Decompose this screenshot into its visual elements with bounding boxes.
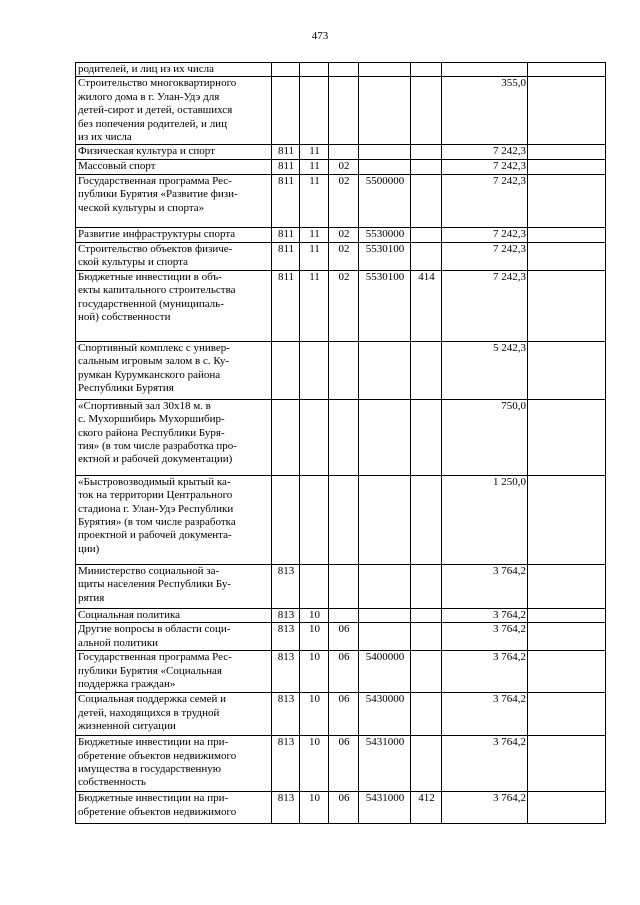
amount-cell: 7 242,3 [442,270,528,341]
amount-cell: 750,0 [442,399,528,475]
section-code-cell [300,564,329,608]
row-name-cell: Строительство объектов физиче- ской культуры и спорта [76,242,272,270]
target-item-code-cell: 5400000 [359,651,411,693]
expense-type-code-cell [411,693,442,736]
expense-type-code-cell: 414 [411,270,442,341]
amount-cell: 355,0 [442,77,528,145]
table-row [76,270,606,341]
subsection-code-cell: 06 [329,792,359,824]
row-name-cell: Бюджетные инвестиции в объ- екты капитального строительства государственной (муниципаль- ной) собственности [76,270,272,341]
empty-cell [528,399,606,475]
ministry-code-cell: 813 [272,623,300,651]
row-name-cell: Физическая культура и спорт [76,145,272,160]
ministry-code-cell: 811 [272,242,300,270]
amount-cell: 7 242,3 [442,160,528,174]
amount-cell: 7 242,3 [442,174,528,227]
table-row [76,736,606,792]
table-row [76,792,606,824]
target-item-code-cell: 5430000 [359,693,411,736]
subsection-code-cell [329,77,359,145]
expense-type-code-cell [411,227,442,242]
target-item-code-cell: 5431000 [359,792,411,824]
target-item-code-cell: 5530100 [359,242,411,270]
expense-type-code-cell: 412 [411,792,442,824]
table-row [76,623,606,651]
table-row [76,564,606,608]
amount-cell: 3 764,2 [442,564,528,608]
expense-type-code-cell [411,623,442,651]
budget-table [75,62,606,824]
row-name-cell: Государственная программа Рес- публики Бурятия «Развитие физи- ческой культуры и спорта» [76,174,272,227]
ministry-code-cell: 813 [272,608,300,622]
empty-cell [528,77,606,145]
subsection-code-cell [329,341,359,399]
section-code-cell [300,475,329,564]
section-code-cell: 11 [300,270,329,341]
section-code-cell: 11 [300,242,329,270]
section-code-cell [300,77,329,145]
row-name-cell: Государственная программа Рес- публики Бурятия «Социальная поддержка граждан» [76,651,272,693]
empty-cell [528,693,606,736]
subsection-code-cell: 02 [329,174,359,227]
table-row [76,63,606,77]
subsection-code-cell [329,564,359,608]
empty-cell [528,63,606,77]
target-item-code-cell [359,77,411,145]
row-name-cell: Строительство многоквартирного жилого дома в г. Улан-Удэ для детей-сирот и детей, оставшихся без попечения родителей, и лиц из их числа [76,77,272,145]
table-row [76,608,606,622]
target-item-code-cell: 5530100 [359,270,411,341]
empty-cell [528,174,606,227]
expense-type-code-cell [411,608,442,622]
ministry-code-cell: 813 [272,792,300,824]
table-row [76,227,606,242]
ministry-code-cell: 813 [272,651,300,693]
ministry-code-cell: 811 [272,174,300,227]
expense-type-code-cell [411,174,442,227]
table-row [76,77,606,145]
target-item-code-cell: 5431000 [359,736,411,792]
amount-cell: 5 242,3 [442,341,528,399]
row-name-cell: «Спортивный зал 30х18 м. в с. Мухоршибирь Мухоршибир- ского района Республики Буря- тия» (в том числе разработка про- ектной и рабочей документации) [76,399,272,475]
row-name-cell: Массовый спорт [76,160,272,174]
empty-cell [528,564,606,608]
target-item-code-cell [359,623,411,651]
empty-cell [528,623,606,651]
amount-cell: 7 242,3 [442,227,528,242]
target-item-code-cell: 5500000 [359,174,411,227]
table-row [76,160,606,174]
expense-type-code-cell [411,564,442,608]
target-item-code-cell: 5530000 [359,227,411,242]
target-item-code-cell [359,63,411,77]
amount-cell: 7 242,3 [442,242,528,270]
table-row [76,341,606,399]
subsection-code-cell: 06 [329,623,359,651]
amount-cell: 3 764,2 [442,623,528,651]
amount-cell: 7 242,3 [442,145,528,160]
section-code-cell: 10 [300,651,329,693]
subsection-code-cell: 06 [329,693,359,736]
row-name-cell: Спортивный комплекс с универ- сальным игровым залом в с. Ку- румкан Курумканского района Республики Бурятия [76,341,272,399]
subsection-code-cell: 02 [329,270,359,341]
expense-type-code-cell [411,341,442,399]
section-code-cell: 11 [300,145,329,160]
target-item-code-cell [359,341,411,399]
table-row [76,242,606,270]
ministry-code-cell [272,77,300,145]
target-item-code-cell [359,160,411,174]
empty-cell [528,145,606,160]
amount-cell [442,63,528,77]
table-row [76,399,606,475]
ministry-code-cell: 811 [272,227,300,242]
subsection-code-cell: 06 [329,736,359,792]
empty-cell [528,736,606,792]
empty-cell [528,160,606,174]
empty-cell [528,242,606,270]
expense-type-code-cell [411,475,442,564]
row-name-cell: Бюджетные инвестиции на при- обретение объектов недвижимого имущества в государственную собственность [76,736,272,792]
target-item-code-cell [359,564,411,608]
empty-cell [528,792,606,824]
section-code-cell: 11 [300,174,329,227]
expense-type-code-cell [411,145,442,160]
empty-cell [528,651,606,693]
row-name-cell: Социальная политика [76,608,272,622]
ministry-code-cell [272,399,300,475]
row-name-cell: Развитие инфраструктуры спорта [76,227,272,242]
expense-type-code-cell [411,77,442,145]
table-row [76,475,606,564]
subsection-code-cell: 02 [329,160,359,174]
expense-type-code-cell [411,242,442,270]
ministry-code-cell: 813 [272,736,300,792]
row-name-cell: «Быстровозводимый крытый ка- ток на территории Центрального стадиона г. Улан-Удэ Республики Бурятия» (в том числе разработка проектной и рабочей документа- ции) [76,475,272,564]
amount-cell: 1 250,0 [442,475,528,564]
subsection-code-cell [329,608,359,622]
subsection-code-cell: 02 [329,242,359,270]
target-item-code-cell [359,475,411,564]
section-code-cell [300,341,329,399]
expense-type-code-cell [411,160,442,174]
row-name-cell: родителей, и лиц из их числа [76,63,272,77]
subsection-code-cell [329,63,359,77]
section-code-cell: 10 [300,623,329,651]
empty-cell [528,227,606,242]
empty-cell [528,341,606,399]
ministry-code-cell [272,475,300,564]
section-code-cell: 10 [300,792,329,824]
row-name-cell: Другие вопросы в области соци- альной политики [76,623,272,651]
section-code-cell: 11 [300,227,329,242]
subsection-code-cell [329,475,359,564]
section-code-cell: 11 [300,160,329,174]
ministry-code-cell [272,341,300,399]
amount-cell: 3 764,2 [442,736,528,792]
table-row [76,693,606,736]
ministry-code-cell: 813 [272,693,300,736]
table-row [76,651,606,693]
section-code-cell: 10 [300,608,329,622]
subsection-code-cell: 06 [329,651,359,693]
target-item-code-cell [359,145,411,160]
subsection-code-cell: 02 [329,227,359,242]
expense-type-code-cell [411,399,442,475]
row-name-cell: Министерство социальной за- щиты населения Республики Бу- рятия [76,564,272,608]
subsection-code-cell [329,399,359,475]
amount-cell: 3 764,2 [442,651,528,693]
amount-cell: 3 764,2 [442,693,528,736]
ministry-code-cell: 811 [272,270,300,341]
page-number: 473 [311,30,329,42]
table-row [76,174,606,227]
amount-cell: 3 764,2 [442,792,528,824]
ministry-code-cell [272,63,300,77]
row-name-cell: Бюджетные инвестиции на при- обретение объектов недвижимого [76,792,272,824]
section-code-cell [300,63,329,77]
section-code-cell [300,399,329,475]
target-item-code-cell [359,608,411,622]
expense-type-code-cell [411,651,442,693]
ministry-code-cell: 811 [272,145,300,160]
expense-type-code-cell [411,736,442,792]
empty-cell [528,475,606,564]
table-row [76,145,606,160]
empty-cell [528,608,606,622]
ministry-code-cell: 811 [272,160,300,174]
amount-cell: 3 764,2 [442,608,528,622]
expense-type-code-cell [411,63,442,77]
section-code-cell: 10 [300,736,329,792]
section-code-cell: 10 [300,693,329,736]
empty-cell [528,270,606,341]
subsection-code-cell [329,145,359,160]
ministry-code-cell: 813 [272,564,300,608]
target-item-code-cell [359,399,411,475]
row-name-cell: Социальная поддержка семей и детей, находящихся в трудной жизненной ситуации [76,693,272,736]
